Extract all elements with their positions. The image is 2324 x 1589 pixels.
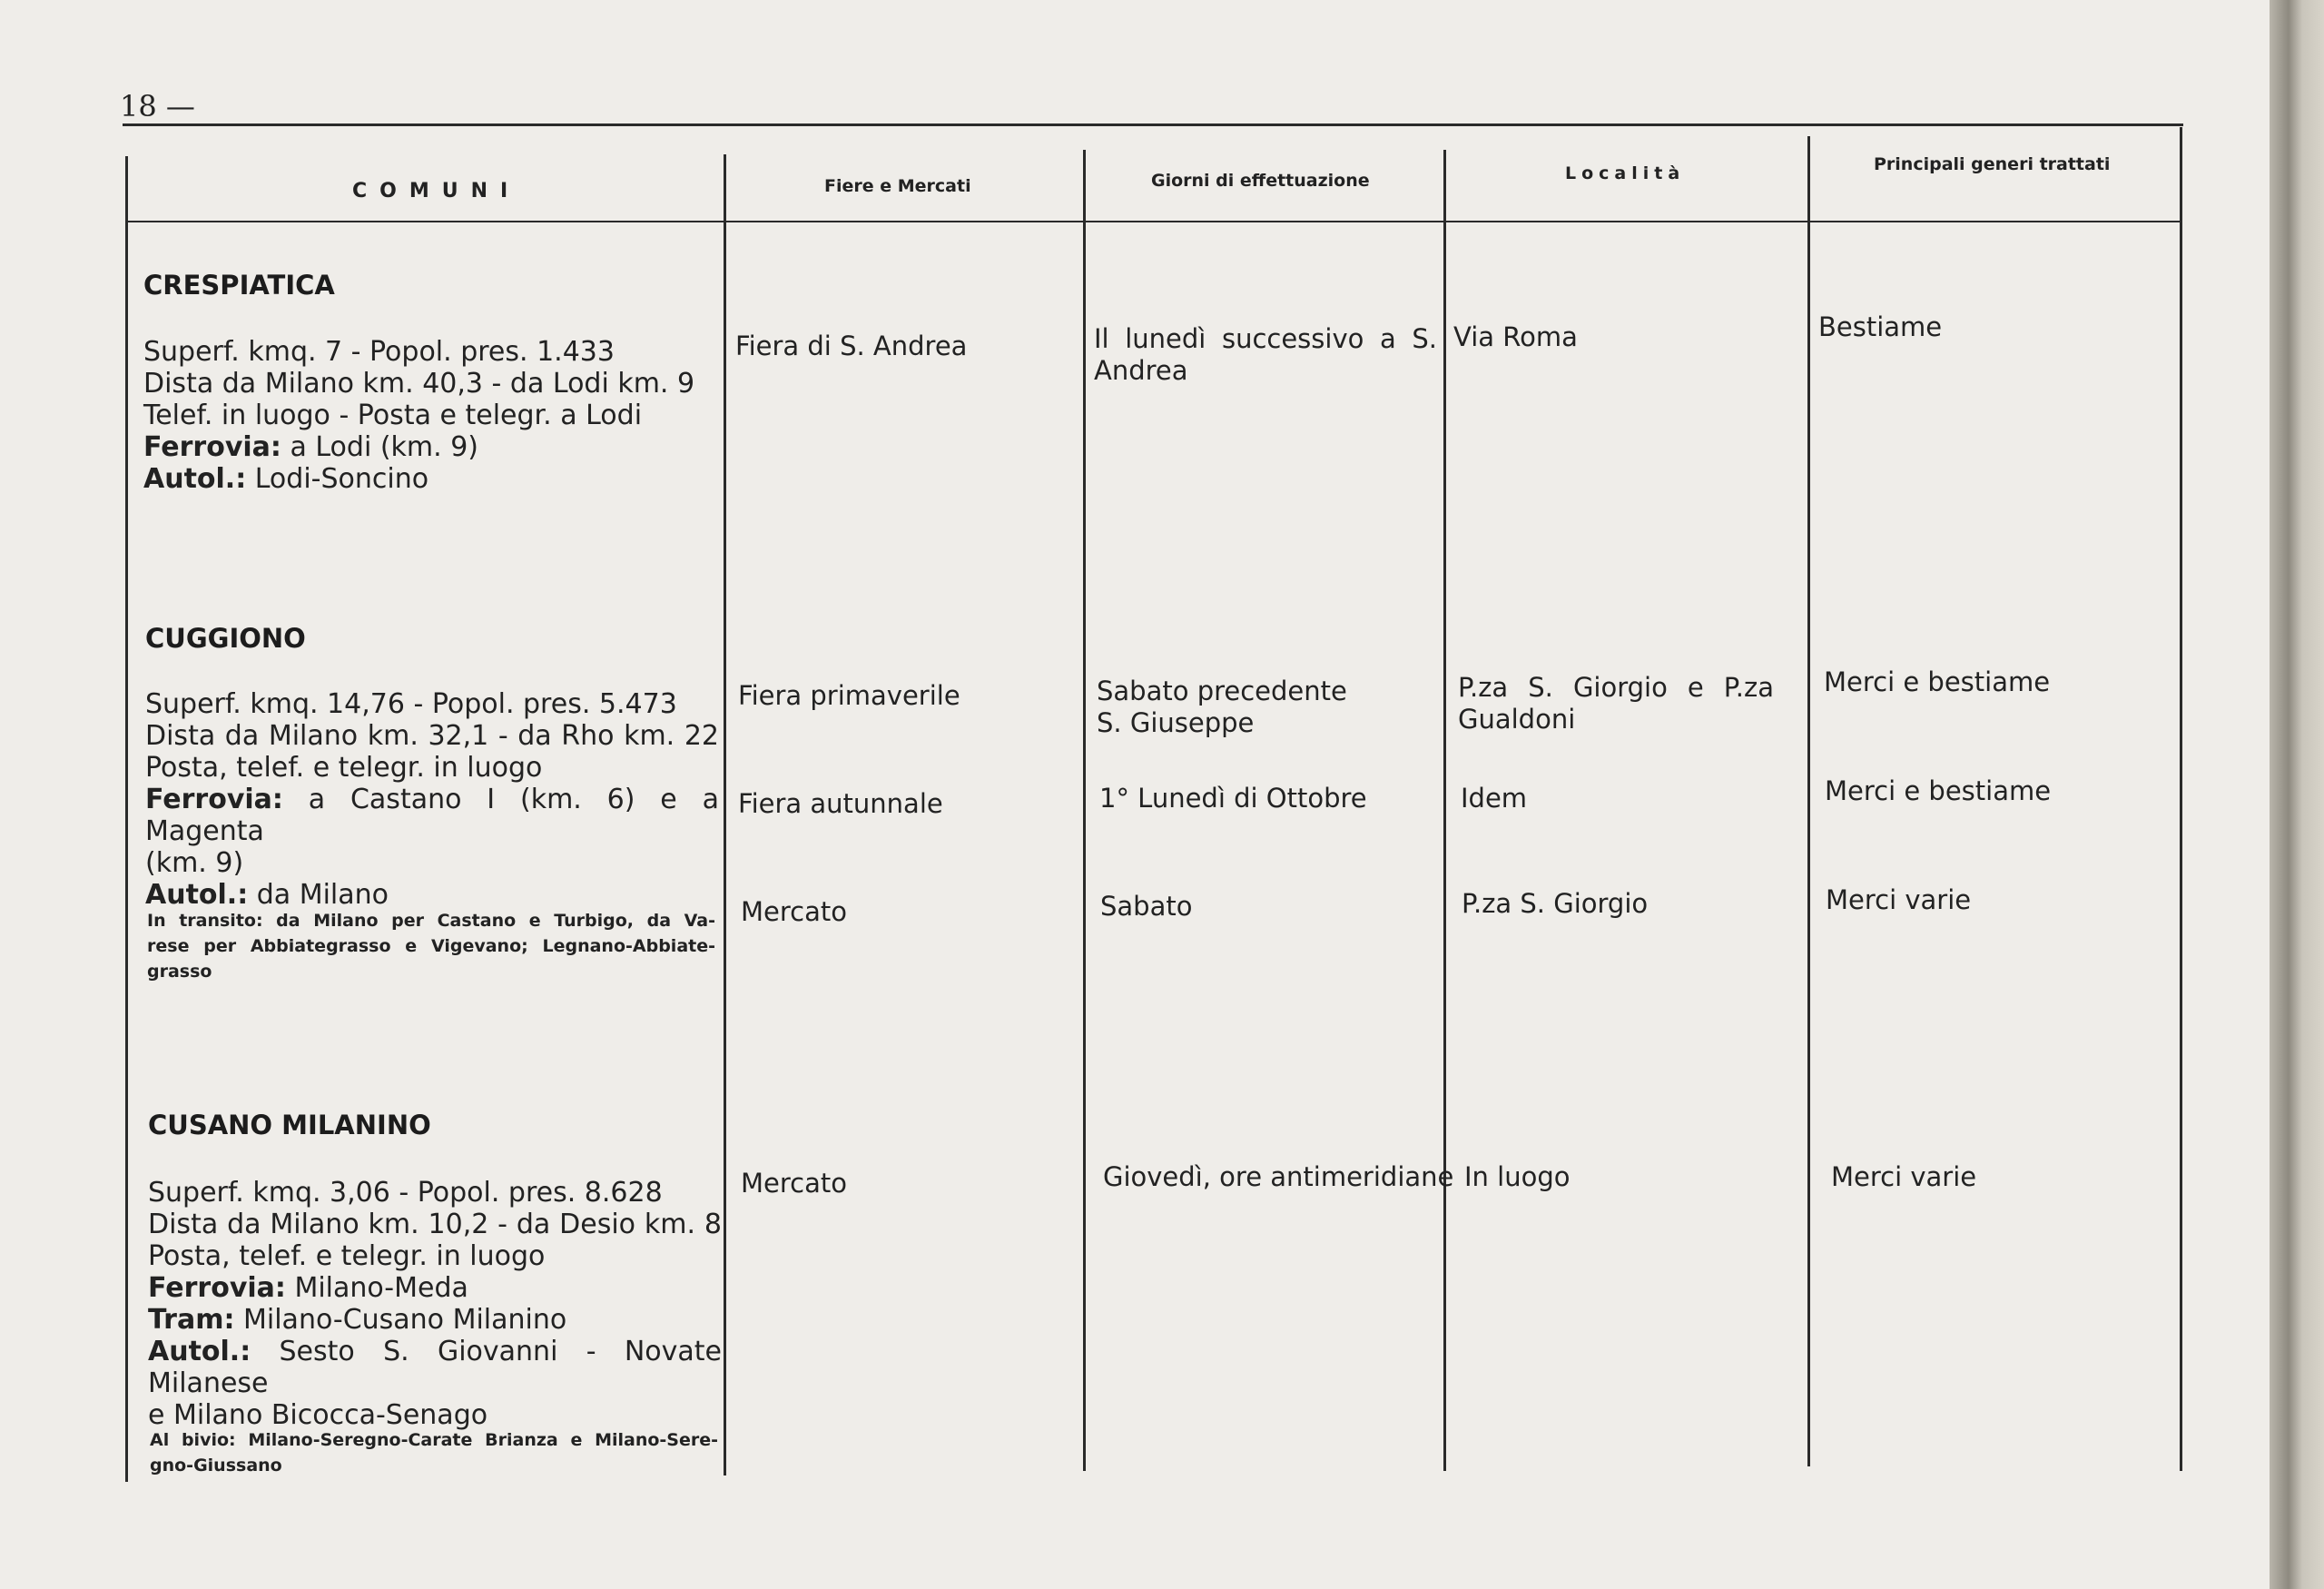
column-divider-fiere <box>724 154 726 1476</box>
note-label: In transito: <box>147 911 263 931</box>
generi-cell: Bestiame <box>1818 311 1943 342</box>
tram-label: Tram: <box>148 1304 235 1336</box>
comune-name: CRESPIATICA <box>143 270 335 301</box>
giorni-cell <box>1094 323 1437 387</box>
note-text: Milano-Seregno-Carate Brianza e Milano-Sere- <box>235 1430 719 1450</box>
header-giorni: Giorni di effettuazione <box>1151 171 1370 191</box>
note-text: da Milano per Castano e Turbigo, da Va- <box>262 911 715 931</box>
column-divider-localita <box>1443 150 1446 1471</box>
note-line: grasso <box>147 962 212 982</box>
table-header-rule <box>127 221 2181 222</box>
fiera-cell: Mercato <box>741 896 847 927</box>
column-divider-generi <box>1807 136 1810 1466</box>
column-divider-left <box>125 156 128 1482</box>
info-tram <box>148 1304 722 1336</box>
ferrovia-label: Ferrovia: <box>148 1272 286 1304</box>
header-localita: Località <box>1565 163 1686 183</box>
info-line: e Milano Bicocca-Senago <box>148 1399 488 1431</box>
localita-cell <box>1458 672 1774 735</box>
autol-value: da Milano <box>248 879 389 911</box>
localita-line: Gualdoni <box>1458 704 1576 735</box>
info-autol <box>145 879 719 911</box>
column-divider-right <box>2180 127 2182 1471</box>
info-line: Superf. kmq. 7 - Popol. pres. 1.433 <box>143 336 615 368</box>
generi-cell: Merci varie <box>1831 1161 1977 1192</box>
autol-value: Sesto S. Giovanni - Novate Milanese <box>148 1336 722 1399</box>
ferrovia-label: Ferrovia: <box>143 431 281 463</box>
comune-info <box>143 336 717 495</box>
autol-value: Lodi-Soncino <box>246 463 429 495</box>
info-line: (km. 9) <box>145 847 244 879</box>
generi-cell: Merci e bestiame <box>1824 666 2051 697</box>
giorni-line: Il lunedì successivo a S. <box>1094 323 1437 354</box>
header-generi: Principali generi trattati <box>1874 154 2111 174</box>
generi-cell: Merci e bestiame <box>1825 775 2052 806</box>
info-autol <box>148 1336 722 1399</box>
note-label: Al bivio: <box>150 1430 236 1450</box>
note-line: rese per Abbiategrasso e Vigevano; Legnano-Abbiate- <box>147 936 715 956</box>
note-line: gno-Giussano <box>150 1456 282 1476</box>
book-binding-edge <box>2270 0 2324 1589</box>
comune-info <box>148 1177 722 1431</box>
note-line <box>147 908 715 933</box>
info-line: Superf. kmq. 3,06 - Popol. pres. 8.628 <box>148 1177 663 1209</box>
giorni-line: Sabato precedente <box>1097 676 1347 706</box>
info-line: Dista da Milano km. 10,2 - da Desio km. 8 <box>148 1209 722 1240</box>
ferrovia-value: Milano-Meda <box>285 1272 468 1304</box>
giorni-cell: 1° Lunedì di Ottobre <box>1099 783 1367 814</box>
autol-label: Autol.: <box>143 463 247 495</box>
info-ferrovia <box>143 431 717 463</box>
column-divider-giorni <box>1083 150 1086 1471</box>
header-fiere: Fiere e Mercati <box>824 176 971 196</box>
header-comuni: COMUNI <box>352 180 521 202</box>
generi-cell: Merci varie <box>1826 884 1972 915</box>
localita-cell: In luogo <box>1464 1161 1571 1192</box>
giorni-cell <box>1097 676 1347 739</box>
comune-info <box>145 688 719 911</box>
info-line: Dista da Milano km. 32,1 - da Rho km. 22 <box>145 720 719 752</box>
ferrovia-value: a Castano I (km. 6) e a Magenta <box>145 784 719 847</box>
giorni-line: S. Giuseppe <box>1097 707 1255 738</box>
localita-cell: P.za S. Giorgio <box>1462 888 1649 919</box>
giorni-cell: Giovedì, ore antimeridiane <box>1103 1161 1454 1192</box>
info-autol <box>143 463 717 495</box>
bivio-note <box>150 1427 718 1478</box>
giorni-cell: Sabato <box>1100 891 1193 922</box>
autol-label: Autol.: <box>145 879 249 911</box>
table-top-rule <box>123 123 2183 126</box>
info-line: Telef. in luogo - Posta e telegr. a Lodi <box>143 400 643 431</box>
giorni-line: Andrea <box>1094 355 1188 386</box>
fiera-cell: Fiera di S. Andrea <box>735 331 968 361</box>
info-line: Posta, telef. e telegr. in luogo <box>145 752 543 784</box>
page-number: 18 — <box>120 89 195 123</box>
fiera-cell: Fiera autunnale <box>738 788 943 819</box>
localita-cell: Idem <box>1461 783 1528 814</box>
info-line: Dista da Milano km. 40,3 - da Lodi km. 9 <box>143 368 695 400</box>
ferrovia-label: Ferrovia: <box>145 784 283 815</box>
tram-value: Milano-Cusano Milanino <box>234 1304 567 1336</box>
autol-label: Autol.: <box>148 1336 251 1367</box>
ferrovia-value: a Lodi (km. 9) <box>281 431 478 463</box>
comune-name: CUSANO MILANINO <box>148 1110 431 1140</box>
fiera-cell: Fiera primaverile <box>738 680 960 711</box>
info-line: Posta, telef. e telegr. in luogo <box>148 1240 546 1272</box>
info-ferrovia <box>145 784 719 847</box>
localita-line: P.za S. Giorgio e P.za <box>1458 672 1774 703</box>
comune-name: CUGGIONO <box>145 623 306 654</box>
fiera-cell: Mercato <box>741 1168 847 1199</box>
transit-note <box>147 908 715 984</box>
info-line: Superf. kmq. 14,76 - Popol. pres. 5.473 <box>145 688 677 720</box>
localita-cell: Via Roma <box>1453 321 1578 352</box>
note-line <box>150 1427 718 1453</box>
info-ferrovia <box>148 1272 722 1304</box>
